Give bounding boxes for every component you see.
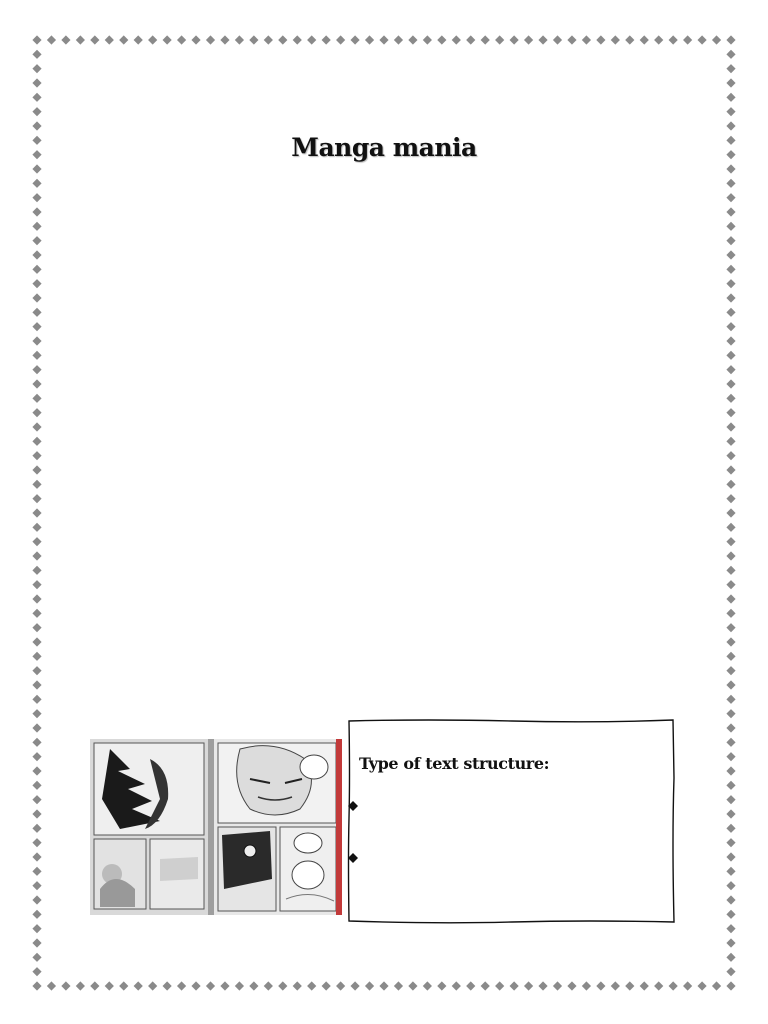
diamond-icon [423, 35, 432, 44]
diamond-icon [683, 35, 692, 44]
diamond-icon [726, 695, 735, 704]
diamond-icon [654, 981, 663, 990]
diamond-icon [32, 465, 41, 474]
diamond-icon [32, 179, 41, 188]
diamond-icon [32, 881, 41, 890]
diamond-icon [220, 981, 229, 990]
diamond-icon [726, 50, 735, 59]
diamond-icon [32, 50, 41, 59]
diamond-icon [726, 824, 735, 833]
diamond-icon [726, 795, 735, 804]
diamond-icon [726, 953, 735, 962]
diamond-icon [553, 981, 562, 990]
diamond-icon [32, 623, 41, 632]
diamond-icon [32, 551, 41, 560]
diamond-icon [538, 35, 547, 44]
diamond-icon [437, 35, 446, 44]
diamond-icon [726, 766, 735, 775]
diamond-icon [322, 981, 331, 990]
diamond-icon [726, 924, 735, 933]
diamond-icon [726, 895, 735, 904]
diamond-icon [611, 981, 620, 990]
diamond-icon [625, 35, 634, 44]
diamond-icon [220, 35, 229, 44]
diamond-icon [726, 867, 735, 876]
diamond-icon [379, 35, 388, 44]
diamond-icon [32, 437, 41, 446]
diamond-icon [177, 981, 186, 990]
diamond-icon [32, 953, 41, 962]
diamond-icon [712, 981, 721, 990]
diamond-icon [726, 279, 735, 288]
diamond-icon [278, 981, 287, 990]
diamond-icon [726, 379, 735, 388]
diamond-icon [726, 752, 735, 761]
diamond-icon [32, 867, 41, 876]
diamond-icon [32, 107, 41, 116]
diamond-icon [105, 981, 114, 990]
diamond-icon [47, 981, 56, 990]
diamond-icon [32, 93, 41, 102]
diamond-icon [32, 809, 41, 818]
diamond-icon [726, 652, 735, 661]
diamond-icon [32, 781, 41, 790]
diamond-icon [336, 981, 345, 990]
diamond-icon [322, 35, 331, 44]
diamond-icon [32, 308, 41, 317]
diamond-icon [148, 981, 157, 990]
diamond-icon [177, 35, 186, 44]
diamond-icon [423, 981, 432, 990]
diamond-icon [32, 852, 41, 861]
diamond-icon [408, 35, 417, 44]
diamond-icon [32, 895, 41, 904]
diamond-icon [726, 451, 735, 460]
diamond-icon [32, 566, 41, 575]
diamond-icon [32, 967, 41, 976]
diamond-icon [307, 35, 316, 44]
diamond-icon [726, 35, 735, 44]
diamond-icon [32, 594, 41, 603]
diamond-icon [32, 666, 41, 675]
diamond-icon [32, 709, 41, 718]
diamond-icon [481, 981, 490, 990]
diamond-icon [726, 250, 735, 259]
diamond-icon [452, 981, 461, 990]
diamond-icon [32, 838, 41, 847]
diamond-icon [726, 881, 735, 890]
diamond-icon [32, 938, 41, 947]
diamond-icon [683, 981, 692, 990]
diamond-icon [726, 838, 735, 847]
diamond-icon [726, 494, 735, 503]
diamond-icon [47, 35, 56, 44]
diamond-icon [32, 336, 41, 345]
diamond-icon [350, 35, 359, 44]
diamond-icon [726, 222, 735, 231]
diamond-icon [726, 967, 735, 976]
diamond-icon [163, 35, 172, 44]
diamond-icon [278, 35, 287, 44]
diamond-icon [76, 981, 85, 990]
diamond-icon [32, 494, 41, 503]
diamond-icon [307, 981, 316, 990]
diamond-icon [264, 981, 273, 990]
diamond-icon [726, 623, 735, 632]
diamond-icon [32, 480, 41, 489]
diamond-icon [365, 981, 374, 990]
diamond-icon [32, 637, 41, 646]
diamond-icon [481, 35, 490, 44]
diamond-icon [726, 637, 735, 646]
diamond-icon [32, 981, 41, 990]
diamond-icon [538, 981, 547, 990]
diamond-icon [697, 35, 706, 44]
diamond-icon [32, 723, 41, 732]
diamond-icon [32, 537, 41, 546]
diamond-icon [336, 35, 345, 44]
diamond-icon [726, 981, 735, 990]
diamond-icon [726, 609, 735, 618]
diamond-icon [235, 35, 244, 44]
diamond-icon [32, 35, 41, 44]
diamond-icon [32, 695, 41, 704]
diamond-icon [32, 924, 41, 933]
diamond-icon [61, 981, 70, 990]
diamond-icon [524, 981, 533, 990]
manga-photo [90, 739, 342, 915]
diamond-icon [567, 35, 576, 44]
diamond-icon [582, 981, 591, 990]
diamond-icon [726, 723, 735, 732]
diamond-icon [32, 64, 41, 73]
diamond-icon [726, 336, 735, 345]
diamond-icon [726, 580, 735, 589]
diamond-icon [726, 64, 735, 73]
diamond-icon [726, 351, 735, 360]
diamond-icon [394, 35, 403, 44]
diamond-icon [726, 566, 735, 575]
diamond-icon [32, 164, 41, 173]
diamond-icon [32, 752, 41, 761]
diamond-icon [654, 35, 663, 44]
diamond-icon [726, 537, 735, 546]
diamond-icon [466, 981, 475, 990]
diamond-icon [567, 981, 576, 990]
diamond-icon [726, 322, 735, 331]
diamond-icon [32, 365, 41, 374]
diamond-icon [32, 379, 41, 388]
diamond-icon [32, 265, 41, 274]
diamond-icon [32, 451, 41, 460]
diamond-icon [32, 293, 41, 302]
diamond-icon [726, 207, 735, 216]
diamond-icon [640, 981, 649, 990]
diamond-icon [510, 35, 519, 44]
text-structure-heading: Type of text structure: [359, 754, 550, 773]
diamond-icon [249, 35, 258, 44]
diamond-icon [32, 680, 41, 689]
diamond-icon [32, 207, 41, 216]
diamond-icon [596, 35, 605, 44]
diamond-icon [726, 709, 735, 718]
diamond-icon [32, 250, 41, 259]
diamond-icon [452, 35, 461, 44]
diamond-icon [466, 35, 475, 44]
diamond-icon [524, 35, 533, 44]
diamond-icon [32, 121, 41, 130]
diamond-icon [726, 408, 735, 417]
diamond-icon [32, 580, 41, 589]
diamond-icon [582, 35, 591, 44]
diamond-icon [148, 35, 157, 44]
diamond-icon [726, 293, 735, 302]
diamond-icon [726, 781, 735, 790]
diamond-icon [32, 394, 41, 403]
diamond-icon [32, 408, 41, 417]
diamond-icon [206, 981, 215, 990]
diamond-icon [726, 365, 735, 374]
diamond-icon [90, 981, 99, 990]
diamond-icon [726, 236, 735, 245]
diamond-bullet-icon [347, 852, 359, 864]
diamond-icon [712, 35, 721, 44]
diamond-icon [105, 35, 114, 44]
diamond-icon [697, 981, 706, 990]
diamond-icon [726, 193, 735, 202]
diamond-icon [726, 680, 735, 689]
diamond-icon [32, 279, 41, 288]
diamond-icon [495, 981, 504, 990]
diamond-icon [726, 480, 735, 489]
diamond-icon [726, 93, 735, 102]
diamond-icon [134, 35, 143, 44]
page-title: Manga mania [291, 133, 477, 162]
diamond-icon [726, 508, 735, 517]
diamond-icon [625, 981, 634, 990]
diamond-icon [206, 35, 215, 44]
diamond-icon [32, 422, 41, 431]
diamond-icon [726, 121, 735, 130]
diamond-icon [495, 35, 504, 44]
diamond-icon [61, 35, 70, 44]
diamond-icon [726, 738, 735, 747]
diamond-icon [726, 465, 735, 474]
diamond-icon [726, 551, 735, 560]
diamond-icon [32, 795, 41, 804]
diamond-icon [726, 164, 735, 173]
diamond-icon [249, 981, 258, 990]
diamond-icon [553, 35, 562, 44]
diamond-icon [726, 910, 735, 919]
diamond-icon [134, 981, 143, 990]
diamond-icon [32, 351, 41, 360]
diamond-icon [293, 35, 302, 44]
diamond-icon [726, 666, 735, 675]
diamond-icon [191, 35, 200, 44]
diamond-icon [293, 981, 302, 990]
diamond-icon [394, 981, 403, 990]
diamond-icon [32, 523, 41, 532]
diamond-icon [32, 652, 41, 661]
diamond-icon [32, 322, 41, 331]
diamond-icon [726, 394, 735, 403]
diamond-icon [640, 35, 649, 44]
diamond-icon [726, 594, 735, 603]
diamond-icon [32, 824, 41, 833]
diamond-icon [726, 809, 735, 818]
diamond-icon [235, 981, 244, 990]
diamond-icon [32, 236, 41, 245]
diamond-icon [365, 35, 374, 44]
diamond-icon [726, 523, 735, 532]
diamond-icon [726, 308, 735, 317]
diamond-icon [596, 981, 605, 990]
diamond-icon [726, 422, 735, 431]
diamond-icon [163, 981, 172, 990]
diamond-icon [76, 35, 85, 44]
diamond-bullet-icon [347, 800, 359, 812]
diamond-icon [32, 222, 41, 231]
diamond-icon [611, 35, 620, 44]
diamond-icon [379, 981, 388, 990]
diamond-icon [264, 35, 273, 44]
diamond-icon [669, 981, 678, 990]
diamond-icon [191, 981, 200, 990]
diamond-icon [437, 981, 446, 990]
diamond-icon [119, 35, 128, 44]
text-structure-box [347, 718, 675, 924]
diamond-icon [32, 78, 41, 87]
diamond-icon [726, 78, 735, 87]
diamond-icon [32, 193, 41, 202]
diamond-icon [726, 437, 735, 446]
diamond-icon [726, 265, 735, 274]
diamond-icon [510, 981, 519, 990]
diamond-icon [726, 938, 735, 947]
diamond-icon [350, 981, 359, 990]
diamond-icon [726, 179, 735, 188]
diamond-icon [90, 35, 99, 44]
diamond-icon [119, 981, 128, 990]
diamond-icon [32, 766, 41, 775]
diamond-icon [408, 981, 417, 990]
diamond-icon [726, 107, 735, 116]
diamond-icon [32, 508, 41, 517]
diamond-icon [726, 852, 735, 861]
diamond-icon [669, 35, 678, 44]
diamond-icon [32, 910, 41, 919]
diamond-icon [32, 738, 41, 747]
diamond-icon [32, 609, 41, 618]
